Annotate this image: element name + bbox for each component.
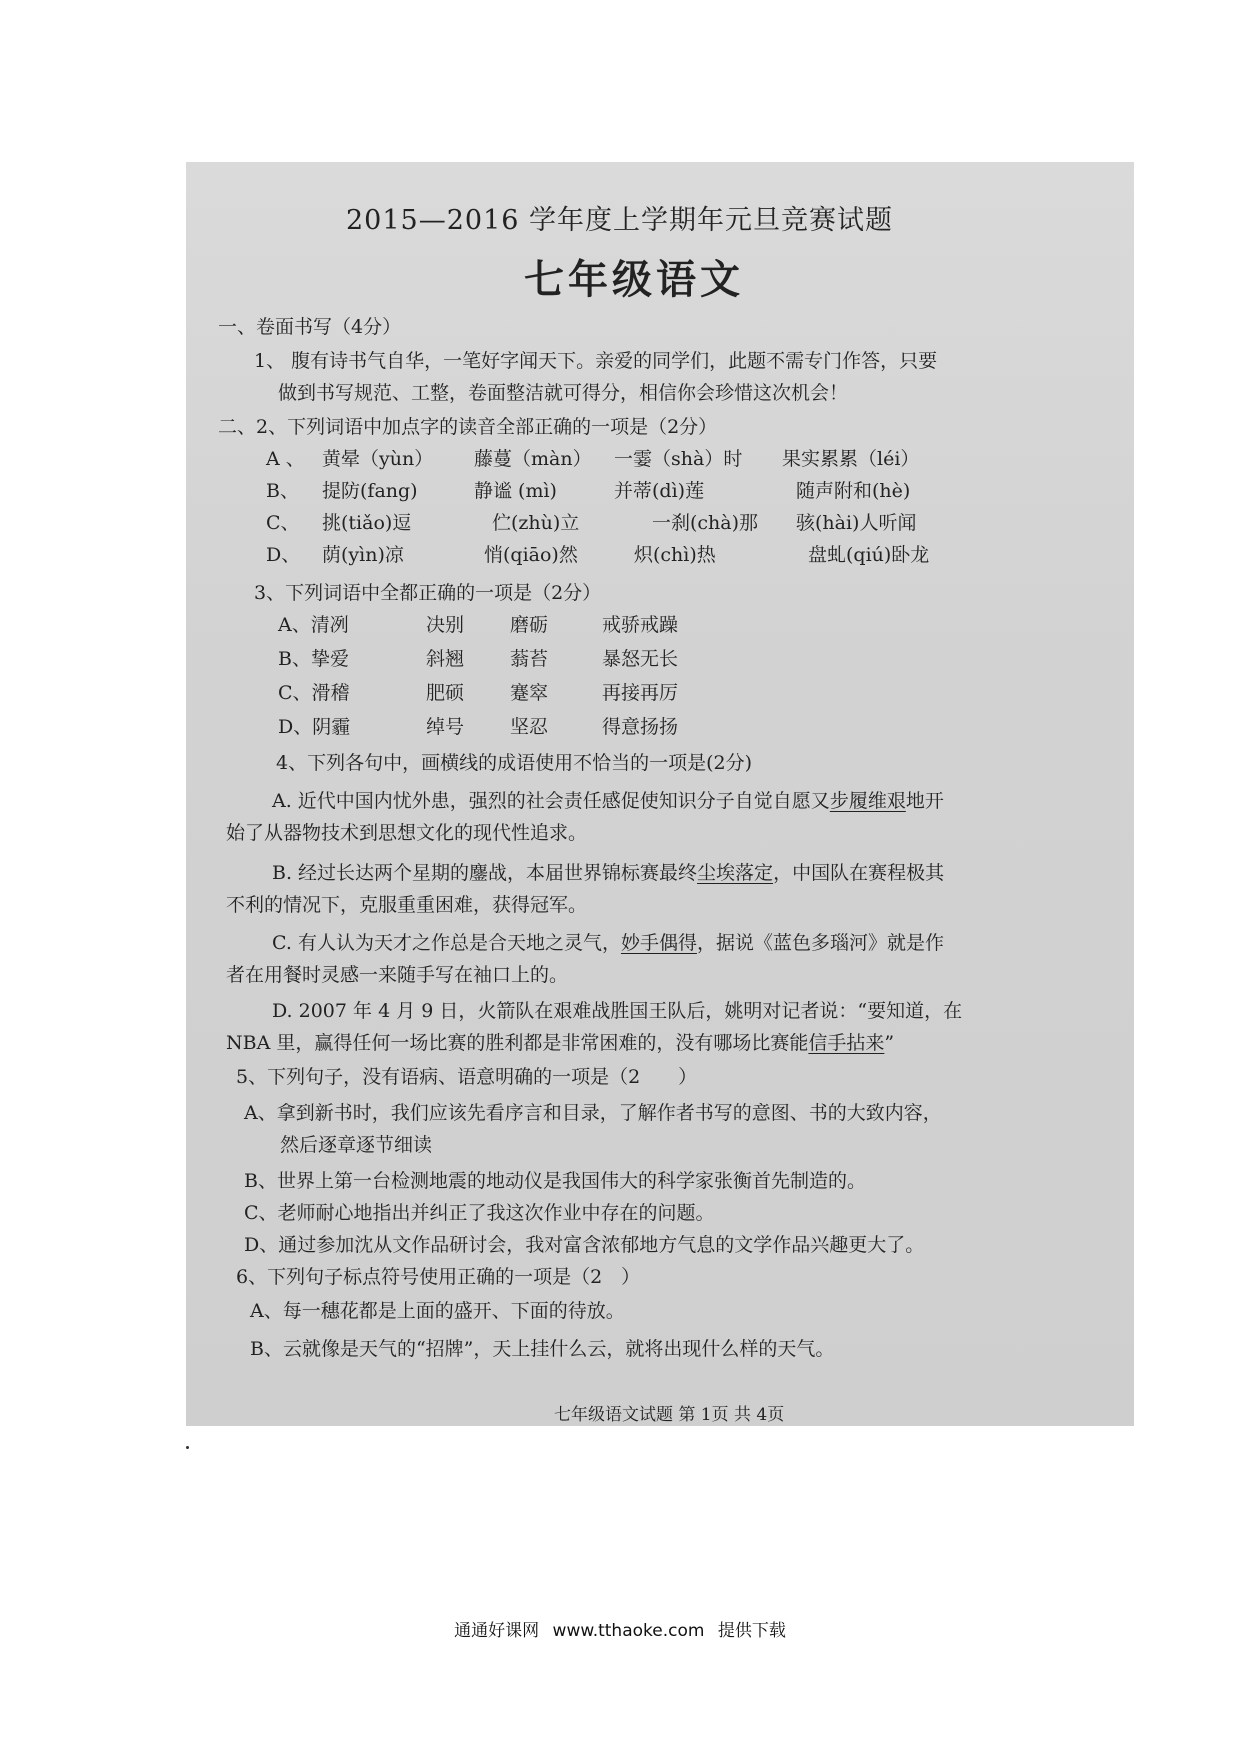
q4-d-idiom: 信手拈来 (808, 1032, 885, 1054)
q4-option-d-line-1: D. 2007 年 4 月 9 日，火箭队在艰难战胜国王队后，姚明对记者说：“要知道，在 (272, 1000, 963, 1022)
q2-option-b-4: 随声附和(hè) (796, 480, 911, 502)
stray-dot (186, 1446, 189, 1449)
q2-option-b-3: 并蒂(dì)莲 (614, 480, 705, 502)
q4-option-d-line-2 (226, 1028, 894, 1055)
q2-option-d-4: 盘虬(qiú)卧龙 (808, 544, 930, 566)
q2-option-c-1: 挑(tiǎo)逗 (322, 512, 412, 534)
q2-option-c-label: C、 (266, 512, 300, 534)
q1-line-1: 1、 腹有诗书气自华，一笔好字闻天下。亲爱的同学们，此题不需专门作答，只要 (254, 350, 938, 372)
section-1-heading: 一、卷面书写（4分） (218, 316, 402, 338)
q2-option-a-1: 黄晕（yùn） (322, 448, 434, 470)
q2-option-d-2: 悄(qiāo)然 (484, 544, 578, 566)
site-footer (0, 1616, 1240, 1641)
q2-option-b-label: B、 (266, 480, 299, 502)
q4-d-text-2: ” (884, 1032, 895, 1054)
q4-b-text-2: ，中国队在赛程极其 (773, 862, 945, 884)
q3-option-d-1: D、阴霾 (278, 716, 351, 738)
q2-option-c-2: 伫(zhù)立 (492, 512, 580, 534)
q4-d-text-1: NBA 里，赢得任何一场比赛的胜利都是非常困难的，没有哪场比赛能 (226, 1032, 809, 1054)
q2-option-b-2: 静谧 (mì) (474, 480, 557, 502)
q5-option-c: C、老师耐心地指出并纠正了我这次作业中存在的问题。 (244, 1202, 715, 1224)
q3-option-a-3: 磨砺 (510, 614, 549, 636)
q2-option-d-1: 荫(yìn)凉 (322, 544, 404, 566)
q4-c-text-1: C. 有人认为天才之作总是合天地之灵气， (272, 932, 621, 954)
q3-option-d-2: 绰号 (426, 716, 465, 738)
q2-option-a-2: 藤蔓（màn） (474, 448, 592, 470)
q2-option-d-label: D、 (266, 544, 301, 566)
q1-line-2: 做到书写规范、工整，卷面整洁就可得分，相信你会珍惜这次机会！ (278, 382, 849, 404)
q3-option-d-4: 得意扬扬 (602, 716, 679, 738)
q4-option-a-line-1 (272, 786, 944, 813)
q4-a-idiom: 步履维艰 (829, 790, 906, 812)
q3-stem: 3、下列词语中全都正确的一项是（2分） (254, 582, 602, 604)
q2-option-c-4: 骇(hài)人听闻 (796, 512, 917, 534)
exam-photo (186, 162, 1134, 1426)
q3-option-b-1: B、挚爱 (278, 648, 349, 670)
exam-subject: 七年级语文 (524, 256, 744, 303)
q4-b-text-1: B. 经过长达两个星期的鏖战，本届世界锦标赛最终 (272, 862, 698, 884)
q6-stem: 6、下列句子标点符号使用正确的一项是（2 ） (236, 1266, 641, 1288)
q5-option-a-line-1: A、拿到新书时，我们应该先看序言和目录，了解作者书写的意图、书的大致内容， (244, 1102, 942, 1124)
site-name: 通通好课网 (454, 1621, 540, 1641)
q4-c-text-2: ，据说《蓝色多瑙河》就是作 (696, 932, 944, 954)
site-tail: 提供下载 (717, 1621, 786, 1641)
q3-option-a-2: 决别 (426, 614, 465, 636)
q4-b-idiom: 尘埃落定 (697, 862, 774, 884)
q3-option-b-4: 暴怒无长 (602, 648, 679, 670)
q3-option-d-3: 坚忍 (510, 716, 549, 738)
q4-option-b-line-2: 不利的情况下，克服重重困难，获得冠军。 (226, 894, 588, 916)
q5-option-a-line-2: 然后逐章逐节细读 (280, 1134, 433, 1156)
q2-option-b-1: 提防(fang) (322, 480, 418, 502)
q4-option-c-line-1 (272, 928, 944, 955)
q4-option-b-line-1 (272, 858, 944, 885)
exam-title: 2015—2016 学年度上学期年元旦竞赛试题 (346, 205, 894, 236)
q3-option-c-4: 再接再厉 (602, 682, 679, 704)
q2-stem: 二、2、下列词语中加点字的读音全部正确的一项是（2分） (218, 416, 718, 438)
q3-option-b-3: 蓊苔 (510, 648, 549, 670)
site-url[interactable]: www.tthaoke.com (552, 1621, 705, 1641)
q2-option-c-3: 一刹(chà)那 (652, 512, 759, 534)
q4-a-text-1: A. 近代中国内忧外患，强烈的社会责任感促使知识分子自觉自愿又 (272, 790, 830, 812)
q5-option-d: D、通过参加沈从文作品研讨会，我对富含浓郁地方气息的文学作品兴趣更大了。 (244, 1234, 925, 1256)
q4-c-idiom: 妙手偶得 (620, 932, 697, 954)
q6-option-b: B、云就像是天气的“招牌”，天上挂什么云，就将出现什么样的天气。 (250, 1338, 835, 1360)
q2-option-a-3: 一霎（shà）时 (614, 448, 743, 470)
q2-option-a-4: 果实累累（léi） (782, 448, 920, 470)
q5-stem: 5、下列句子，没有语病、语意明确的一项是（2 ） (236, 1066, 698, 1088)
q2-option-d-3: 炽(chì)热 (634, 544, 716, 566)
q4-stem: 4、下列各句中，画横线的成语使用不恰当的一项是(2分) (276, 752, 753, 774)
q3-option-a-4: 戒骄戒躁 (602, 614, 679, 636)
q5-option-b: B、世界上第一台检测地震的地动仪是我国伟大的科学家张衡首先制造的。 (244, 1170, 866, 1192)
q3-option-b-2: 斜翘 (426, 648, 465, 670)
q3-option-c-2: 肥硕 (426, 682, 465, 704)
q4-option-c-line-2: 者在用餐时灵感一来随手写在袖口上的。 (226, 964, 569, 986)
q3-option-a-1: A、清冽 (278, 614, 349, 636)
q4-option-a-line-2: 始了从器物技术到思想文化的现代性追求。 (226, 822, 588, 844)
exam-page-footer: 七年级语文试题 第 1页 共 4页 (554, 1405, 785, 1425)
q3-option-c-3: 蹇窣 (510, 682, 549, 704)
q6-option-a: A、每一穗花都是上面的盛开、下面的待放。 (250, 1300, 625, 1322)
q3-option-c-1: C、滑稽 (278, 682, 350, 704)
q4-a-text-2: 地开 (905, 790, 944, 812)
q2-option-a-label: A 、 (266, 448, 305, 470)
